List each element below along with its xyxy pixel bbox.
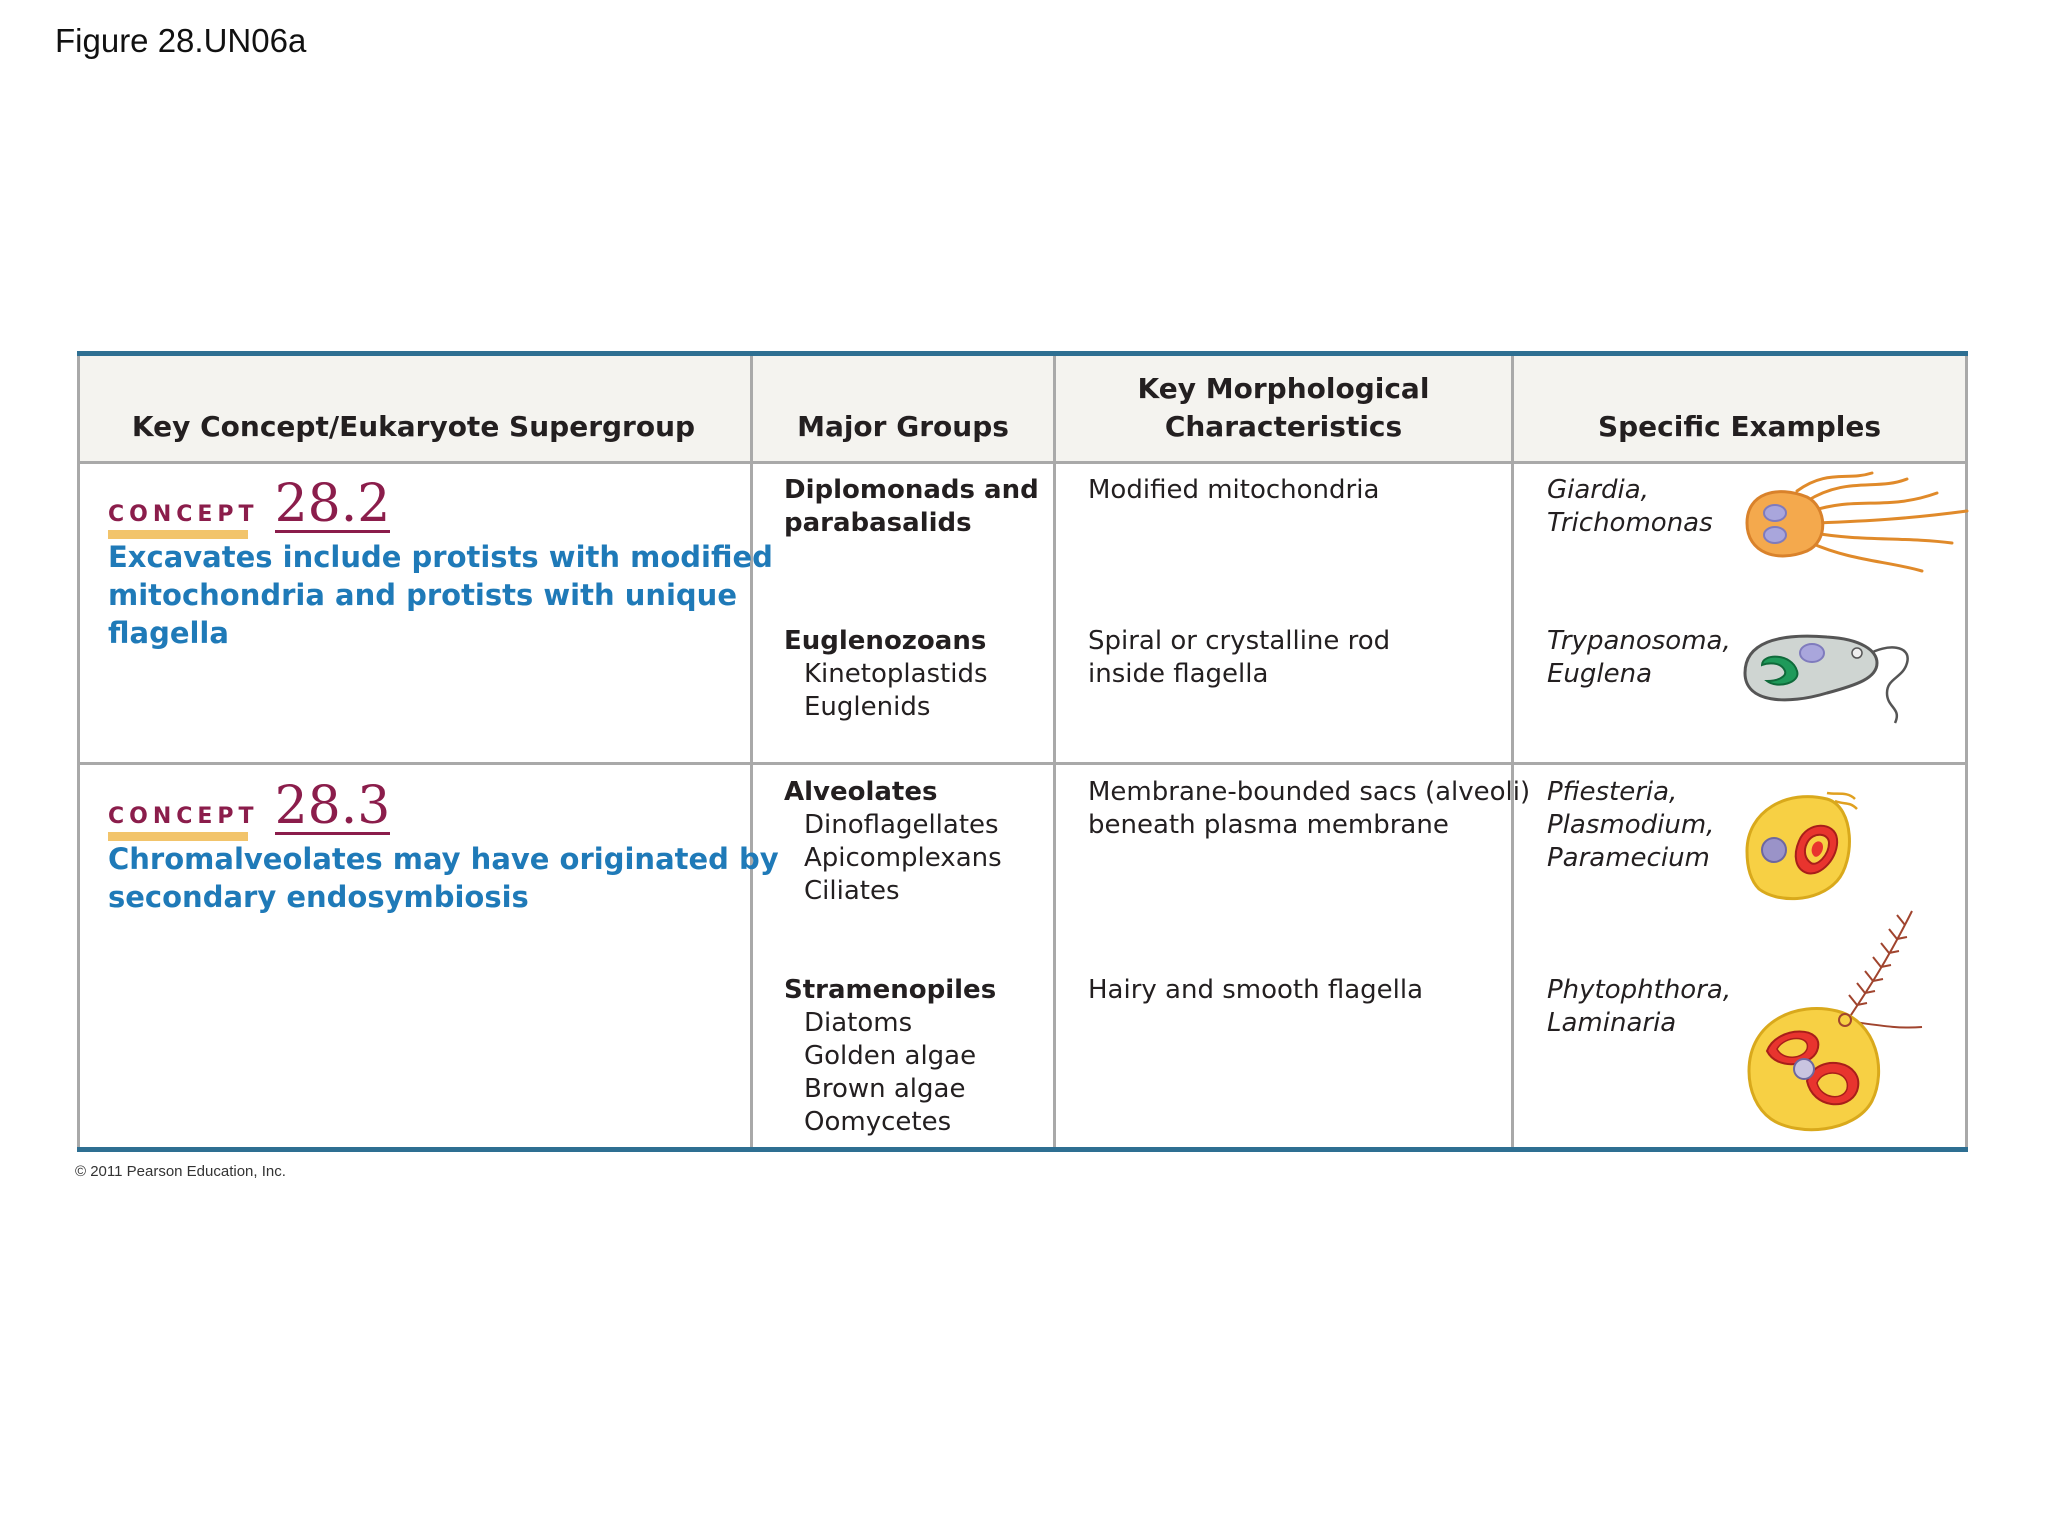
group-name: Euglenozoans [784,626,987,656]
copyright-notice: © 2011 Pearson Education, Inc. [75,1163,286,1180]
protist-table [77,351,1968,1152]
concept-label: CONCEPT [108,804,259,835]
column-divider [1511,356,1514,1147]
row-divider [77,762,1968,765]
bottom-rule [77,1147,1968,1152]
group-name: Alveolates [784,777,938,807]
column-divider [1053,356,1056,1147]
subgroup-name: Diatoms [804,1008,913,1038]
specific-examples [1547,776,1714,875]
major-group [784,974,996,1139]
group-name: Stramenopiles [784,975,997,1005]
header-major-groups: Major Groups [797,410,1009,443]
example-name: Euglena [1547,659,1653,689]
example-name: Trypanosoma, [1547,626,1731,656]
subgroup-name: Kinetoplastids [804,659,988,689]
subgroup-name: Dinoflagellates [804,810,999,840]
header-morphology [1056,370,1511,446]
example-name: Phytophthora, [1547,975,1732,1005]
subgroup-name: Ciliates [804,876,900,906]
header-morphology-line: Key Morphological [1137,372,1430,405]
concept-label: CONCEPT [108,502,259,533]
header-morphology-line: Characteristics [1164,410,1403,443]
subgroup-name: Brown algae [804,1074,966,1104]
characteristic [1088,474,1379,507]
giardia-icon [1737,471,1987,576]
example-name: Trichomonas [1547,508,1713,538]
concept-number: 28.3 [274,776,391,836]
concept-text-line: Chromalveolates may have originated by [108,842,779,876]
stramenopile-icon [1737,901,1937,1136]
euglena-icon [1737,623,1937,733]
subgroup-name: Oomycetes [804,1107,952,1137]
concept-text-line: secondary endosymbiosis [108,880,529,914]
major-group [784,625,988,724]
concept-text-line: mitochondria and protists with unique [108,578,737,612]
header-specific-examples: Specific Examples [1597,410,1882,443]
characteristic-line: inside flagella [1088,659,1269,689]
concept-number: 28.2 [274,474,391,534]
header-divider [77,461,1968,464]
characteristic [1088,974,1423,1007]
characteristic-line: Membrane-bounded sacs (alveoli) [1088,777,1531,807]
example-name: Pfiesteria, [1547,777,1678,807]
concept-text-line: flagella [108,616,229,650]
major-group [784,474,1039,540]
column-divider [750,356,753,1147]
characteristic [1088,776,1530,842]
example-name: Giardia, [1547,475,1649,505]
characteristic-line: beneath plasma membrane [1088,810,1449,840]
characteristic [1088,625,1390,691]
characteristic-line: Modified mitochondria [1088,475,1380,505]
specific-examples [1547,974,1731,1040]
example-name: Paramecium [1547,843,1710,873]
concept-text [108,538,773,652]
group-name: Diplomonads and [784,475,1039,505]
characteristic-line: Spiral or crystalline rod [1088,626,1391,656]
concept-text [108,840,779,916]
concept-heading [108,776,391,836]
figure-title: Figure 28.UN06a [55,22,307,59]
example-name: Plasmodium, [1547,810,1715,840]
specific-examples [1547,474,1713,540]
specific-examples [1547,625,1731,691]
concept-heading [108,474,391,534]
concept-text-line: Excavates include protists with modified [108,540,773,574]
subgroup-name: Apicomplexans [804,843,1002,873]
group-name: parabasalids [784,508,972,538]
header-concept: Key Concept/Eukaryote Supergroup [131,410,696,443]
dinoflagellate-icon [1737,781,1867,911]
example-name: Laminaria [1547,1008,1677,1038]
characteristic-line: Hairy and smooth flagella [1088,975,1424,1005]
subgroup-name: Golden algae [804,1041,977,1071]
table-border-left [77,356,80,1147]
subgroup-name: Euglenids [804,692,931,722]
major-group [784,776,1002,908]
